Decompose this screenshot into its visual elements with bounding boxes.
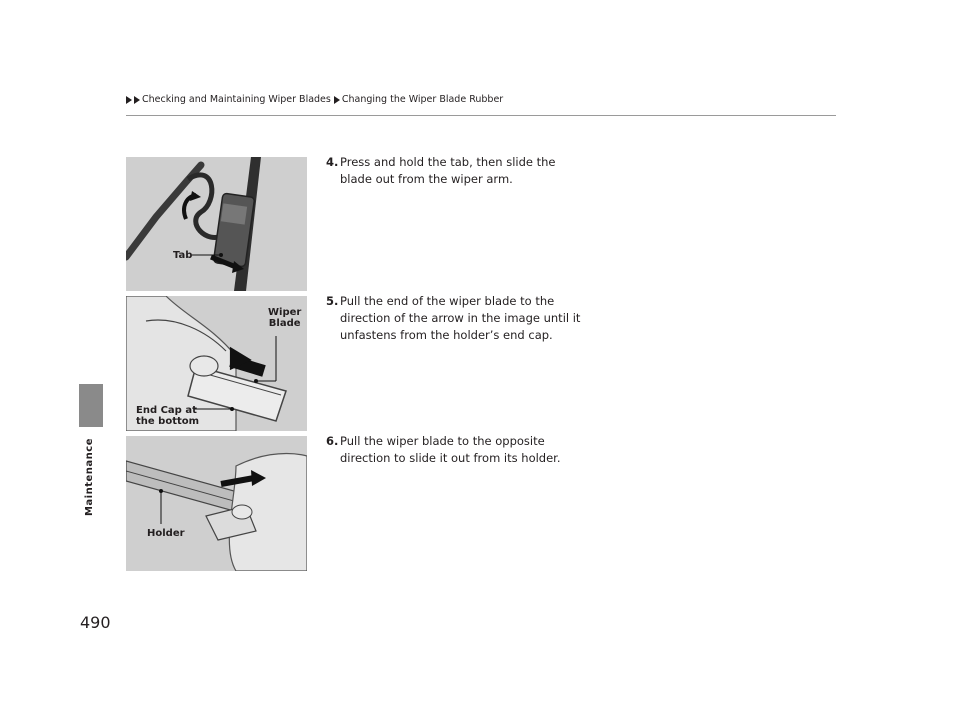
figure-slide-out-holder (126, 436, 307, 571)
figure-remove-blade-from-arm (126, 157, 307, 291)
end-cap-label-line: End Cap at (136, 405, 197, 416)
wiper-blade-label (268, 307, 301, 329)
step-text: Press and hold the tab, then slide the blade out from the wiper arm. (340, 155, 556, 186)
step-text: Pull the wiper blade to the opposite direction to slide it out from its holder. (340, 434, 561, 465)
step-6 (326, 433, 570, 467)
holder-illustration (126, 436, 307, 571)
breadcrumb (126, 94, 503, 105)
figure-unfasten-end-cap (126, 296, 307, 431)
breadcrumb-arrow-icon (334, 96, 340, 104)
holder-label: Holder (147, 528, 185, 539)
step-number: 4. (326, 155, 339, 169)
breadcrumb-item[interactable]: Changing the Wiper Blade Rubber (341, 94, 504, 105)
section-tab (79, 384, 103, 427)
page-number: 490 (80, 613, 111, 632)
step-text: Pull the end of the wiper blade to the direction of the arrow in the image until it unfastens from the holder’s end cap. (340, 294, 581, 342)
end-cap-label (136, 405, 199, 427)
wiper-arm-illustration (126, 157, 307, 291)
tab-label: Tab (173, 250, 193, 261)
step-4 (326, 154, 562, 188)
section-label: Maintenance (84, 438, 95, 517)
breadcrumb-arrow-icon (126, 96, 132, 104)
breadcrumb-item[interactable]: Checking and Maintaining Wiper Blades (142, 94, 331, 105)
wiper-blade-label-line: Blade (268, 318, 301, 329)
step-5 (326, 293, 592, 344)
breadcrumb-arrow-icon (134, 96, 140, 104)
end-cap-label-line: the bottom (136, 416, 200, 427)
step-number: 6. (326, 434, 339, 448)
header-rule (126, 115, 836, 116)
wiper-blade-label-line: Wiper (268, 307, 302, 318)
step-number: 5. (326, 294, 339, 308)
